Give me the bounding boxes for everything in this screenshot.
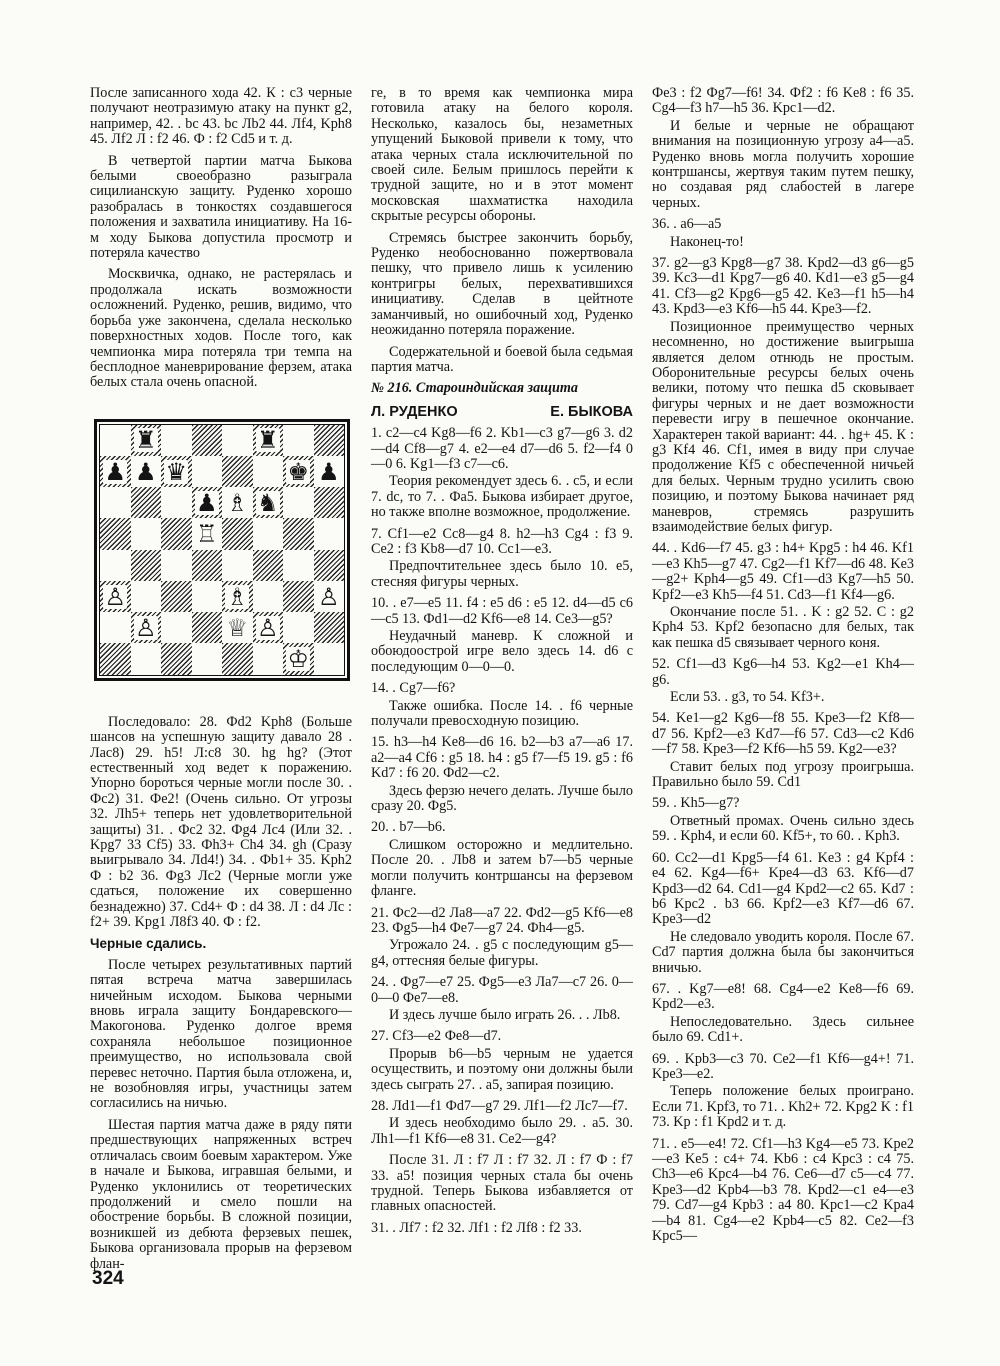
annotation: Позиционное преимущество черных несомненно, но достижение выигрыша является делом отнюдь не простым. Оборонительные ресурсы белых очень велики, потому что пешка d5 сковывает фигуры черных и не дает возможности перевести игру в пешечное окончание. Характерен такой вариант: 44. . hg+ 45. К : g3 Kf4 46. Cf1, имея в виду при случае продолжение Kf5 с обеспеченной ничьей для белых. Черным трудно усилить свою позицию, и поэтому Быкова начинает ряд маневров, стремясь разрушить взаимодействие белых фигур. <box>652 318 914 535</box>
moves: 54. Ke1—g2 Kg6—f8 55. Kpe3—f2 Kf8—d7 56. Kpf2—e3 Kd7—f6 57. Cd3—c2 Kd6—f7 58. Kpe3—f2 Kf6—h5 59. Kg2—e3? <box>652 710 914 758</box>
chess-piece-icon: ♟ <box>104 457 126 486</box>
board-square <box>283 425 314 456</box>
board-square <box>100 643 131 674</box>
chess-diagram <box>94 419 350 681</box>
game-heading: № 216. Староиндийская защита <box>371 380 579 397</box>
moves: 21. Фc2—d2 Лa8—a7 22. Фd2—g5 Kf6—e8 23. Фg5—h4 Фe7—g7 24. Фh4—g5. <box>371 904 633 936</box>
board-square <box>131 487 162 518</box>
board-square <box>314 425 345 456</box>
paragraph: Содержательной и боевой была седьмая партия матча. <box>371 343 633 375</box>
board-square <box>100 518 131 549</box>
paragraph: После четырех результативных партий пятая встреча матча завершилась ничейным исходом. Быкова черными вновь играла защиту Бондаревского—Макогонова. Руденко долгое время сохраняла небольшое позиционное преимущество, но использовала свой перевес неточно. Партия была отложена, и, не возобновляя игры, участницы затем согласились на ничью. <box>90 956 352 1112</box>
annotation: Наконец-то! <box>670 233 744 250</box>
chess-piece-icon: ♟ <box>195 488 218 517</box>
moves: 69. . Kpb3—c3 70. Ce2—f1 Kf6—g4+! 71. Kpe3—e2. <box>652 1050 914 1082</box>
annotation: Не следовало уводить короля. После 67. Cd7 партия должна была бы закончиться вничью. <box>652 928 914 976</box>
board-square <box>131 581 162 612</box>
board-square <box>314 487 345 518</box>
paragraph: Шестая партия матча даже в ряду пяти предшествующих напряженных встреч отличалась своим боевым характером. Уже в начале и Быкова, игравшая белыми, и Руденко уклонились от теоретических продолжений и смело пошли на обострение борьбы. В сложной позиции, возникшей из дебюта ферзевых пешек, Быкова организовала прорыв на ферзевом флан- <box>90 1116 352 1272</box>
moves: 59. . Kh5—g7? <box>652 795 740 812</box>
moves: 52. Cf1—d3 Kg6—h4 53. Kg2—e1 Kh4—g6. <box>652 656 914 688</box>
annotation: Теория рекомендует здесь 6. . c5, и если 7. dc, то 7. . Фa5. Быкова избирает другое, но также вполне возможное, продолжение. <box>371 473 633 521</box>
board-square <box>283 518 314 549</box>
annotation: И здесь необходимо было 29. . a5. 30. Лh1—f1 Kf6—e8 31. Ce2—g4? <box>371 1115 633 1147</box>
annotation: Предпочтительнее здесь было 10. e5, стесняя фигуры черных. <box>371 558 633 590</box>
moves: 36. . a6—a5 <box>652 216 722 233</box>
chess-piece-icon: ♔ <box>287 645 309 674</box>
board-square <box>222 643 253 674</box>
annotation: И белые и черные не обращают внимания на позиционную угрозу a4—a5. Руденко вновь могла получить хорошие контршансы, жертвуя таким путем пешку, но создавая ряд слабостей в лагере черных. <box>652 117 914 211</box>
players-line <box>371 405 633 420</box>
board-square <box>131 550 162 581</box>
board-square <box>100 487 131 518</box>
board-square <box>131 643 162 674</box>
page-number: 324 <box>92 1268 124 1289</box>
moves: 71. . e5—e4! 72. Cf1—h3 Kg4—e5 73. Kpe2—e3 Ke5 : c4+ 74. Kb6 : c4 Kpc3 : c4 75. Ch3—e6 Kpc4—b4 76. Ce6—d7 c5—c4 77. Kpe3—d2 Kpb4—b3 78. Kpd2—c1 e4—e3 79. Cd7—g4 Kpb3 : a4 80. Kpc1—c2 Kpa4—b4 81. Cg4—e2 Kpb4—c5 82. Ce2—f3 Kpc5— <box>652 1135 914 1245</box>
board-square <box>314 550 345 581</box>
board-square <box>161 487 192 518</box>
board-square <box>222 425 253 456</box>
white-player: Л. РУДЕНКО <box>371 403 458 420</box>
board-square <box>131 518 162 549</box>
board-square <box>161 456 192 487</box>
board-square <box>253 550 284 581</box>
board-square <box>314 643 345 674</box>
board-square <box>253 518 284 549</box>
chess-piece-icon: ♖ <box>195 520 218 549</box>
board-square <box>253 612 284 643</box>
chess-piece-icon: ♜ <box>134 426 157 455</box>
annotation: И здесь лучше было играть 26. . . Лb8. <box>389 1006 621 1023</box>
chess-piece-icon: ♚ <box>287 457 309 486</box>
annotation: Прорыв b6—b5 черным не удается осуществить, и поэтому они должны были здесь сыграть 27. . a5, запирая позицию. <box>371 1045 633 1093</box>
board-square <box>100 612 131 643</box>
chess-piece-icon: ♗ <box>226 582 248 611</box>
moves: 14. . Cg7—f6? <box>371 680 456 697</box>
moves: 28. Лd1—f1 Фd7—g7 29. Лf1—f2 Лc7—f7. <box>371 1097 628 1114</box>
board-square <box>253 425 284 456</box>
board-square <box>161 581 192 612</box>
board-square <box>192 581 223 612</box>
board-square <box>192 456 223 487</box>
board-square <box>222 550 253 581</box>
chess-piece-icon: ♟ <box>134 457 157 486</box>
moves: 37. g2—g3 Kpg8—g7 38. Kpd2—d3 g6—g5 39. Kc3—d1 Kpg7—g6 40. Kd1—e3 g5—g4 41. Cf3—g2 Kpg6—g5 42. Ke3—f1 h5—h4 43. Kpd3—e3 Kf6—h5 44. Kpe3—f2. <box>652 255 914 318</box>
board-square <box>314 581 345 612</box>
column-left <box>90 86 352 1278</box>
board-square <box>100 550 131 581</box>
moves: 44. . Kd6—f7 45. g3 : h4+ Kpg5 : h4 46. Kf1—e3 Kh5—g7 47. Cg2—f1 Kf7—d6 48. Ke3—g2+ Kph4—g5 49. Cf1—d3 Kg7—h5 50. Kpf2—e3 Kh5—f4 51. Cd3—f1 Kf4—g6. <box>652 540 914 603</box>
chess-board <box>99 424 345 676</box>
board-square <box>283 550 314 581</box>
moves: Фe3 : f2 Фg7—f6! 34. Фf2 : f6 Ke8 : f6 35. Cg4—f3 h7—h5 36. Kpc1—d2. <box>652 85 914 117</box>
board-square <box>192 425 223 456</box>
chess-piece-icon: ♙ <box>317 582 340 611</box>
annotation: Непоследовательно. Здесь сильнее было 69. Cd1+. <box>652 1013 914 1046</box>
board-square <box>283 581 314 612</box>
board-square <box>253 487 284 518</box>
board-square <box>222 518 253 549</box>
chess-piece-icon: ♙ <box>256 613 279 642</box>
board-square <box>131 456 162 487</box>
moves: 20. . b7—b6. <box>371 819 446 836</box>
annotation: Здесь ферзю нечего делать. Лучше было сразу 20. Фg5. <box>371 782 633 815</box>
board-square <box>222 487 253 518</box>
board-square <box>100 581 131 612</box>
chess-piece-icon: ♟ <box>317 457 340 486</box>
board-square <box>222 612 253 643</box>
chess-piece-icon: ♞ <box>256 488 279 517</box>
moves: 10. . e7—e5 11. f4 : e5 d6 : e5 12. d4—d5 c6—c5 13. Фd1—d2 Kf6—e8 14. Ce3—g5? <box>371 595 633 627</box>
chess-piece-icon: ♙ <box>134 613 157 642</box>
paragraph: После записанного хода 42. К : с3 черные получают неотразимую атаку на пункт g2, например, 42. . bc 43. bc Лb2 44. Лf4, Kph8 45. Лf2 Л : f2 46. Ф : f2 Cd5 и т. д. <box>90 85 352 148</box>
board-square <box>192 518 223 549</box>
paragraph: В четвертой партии матча Быкова белыми своеобразно разыграла сицилианскую защиту. Руденко хорошо разобралась в тонкостях создавшегося положения и захватила инициативу. На 16-м ходу Быкова допустила просмотр и потеряла качество <box>90 152 352 262</box>
moves: 31. . Лf7 : f2 32. Лf1 : f2 Лf8 : f2 33. <box>371 1219 582 1236</box>
annotation: Если 53. . g3, то 54. Kf3+. <box>670 689 825 706</box>
annotation: Ставит белых под угрозу проигрыша. Правильно было 59. Cd1 <box>652 758 914 791</box>
board-square <box>131 425 162 456</box>
board-square <box>314 518 345 549</box>
board-square <box>161 425 192 456</box>
paragraph: Москвичка, однако, не растерялась и продолжала искать возможности осложнений. Руденко, решив, видимо, что борьба уже закончена, сделала несколько поверхностных ходов. После того, как чемпионка мира потеряла три темпа на бесплодное маневрирование ферзем, атака белых стала очень опасной. <box>90 266 352 391</box>
board-square <box>161 550 192 581</box>
board-square <box>131 612 162 643</box>
board-square <box>253 643 284 674</box>
chess-piece-icon: ♗ <box>226 488 248 517</box>
chess-piece-icon: ♙ <box>104 582 126 611</box>
paragraph: Стремясь быстрее закончить борьбу, Руденко необоснованно пожертвовала пешку, что привело лишь к усилению контригры белых, перехватившихся инициативу. Сделав в цейтноте заманчивый, но ошибочный ход, Руденко неожиданно потеряла поражение. <box>371 229 633 339</box>
board-square <box>161 518 192 549</box>
annotation: Угрожало 24. . g5 с последующим g5—g4, оттесняя белые фигуры. <box>371 937 633 969</box>
board-square <box>222 581 253 612</box>
annotation: Неудачный маневр. К сложной и обоюдоострой игре вело здесь 14. d6 с последующим 0—0—0. <box>371 628 633 675</box>
moves: 60. Cc2—d1 Kpg5—f4 61. Ke3 : g4 Kpf4 : e4 62. Kg4—f6+ Kpe4—d3 63. Kf6—d7 Kpd3—d2 64. Cd1—g4 Kpd2—c2 65. Kd7 : b6 Kpc2 . b3 66. Kpf2—e3 Kf7—d6 67. Kpe3—d2 <box>652 849 914 928</box>
annotation: Также ошибка. После 14. . f6 черные получали превосходную позицию. <box>371 697 633 730</box>
board-square <box>253 581 284 612</box>
paragraph: Последовало: 28. Фd2 Kph8 (Больше шансов на успешную защиту давало 28 . Лас8) 29. h5! Л:с8 30. hg hg? (Этот естественный ход ведет к поражению. Упорно бороться черные могли после 30. . Фс2) 31. Фе2! (Очень сильно. От угрозы 32. Лh5+ теперь нет удовлетворительной защиты) 31. . Фс2 32. Фg4 Лс4 (Или 32. . Kpg7 33 Cf5) 33. Фh3+ Ch4 34. gh (Сразу выигрывало 34. Лd4!) 34. . Фb1+ 35. Kph2 Ф : b2 36. Фg3 Лс2 (Черные могли уже сдаться, положение их совершенно безнадежно) 37. Cd4+ Ф : d4 38. Л : d4 Лс : f2+ 39. Kpg1 Л8f3 40. Ф : f2. <box>90 713 352 930</box>
board-square <box>161 643 192 674</box>
board-square <box>192 487 223 518</box>
board-square <box>161 612 192 643</box>
annotation: После 31. Л : f7 Л : f7 32. Л : f7 Ф : f7 33. a5! позиция черных стала бы очень трудной. Теперь Быкова избавляется от главных опасностей. <box>371 1152 633 1215</box>
board-square <box>100 425 131 456</box>
moves: 27. Cf3—e2 Фe8—d7. <box>371 1028 502 1045</box>
result-line: Черные сдались. <box>90 936 207 952</box>
paragraph: ге, в то время как чемпионка мира готовила атаку на белого короля. Несколько, казалось бы, незаметных упущений Быковой привели к тому, что атака черных стала исключительной по своей силе. Белым пришлось перейти к трудной защите, но и в этот момент московская шахматистка находила скрытые ресурсы обороны. <box>371 85 633 225</box>
board-square <box>283 612 314 643</box>
black-player: Е. БЫКОВА <box>550 403 633 420</box>
board-square <box>192 550 223 581</box>
column-right <box>652 86 914 1246</box>
board-square <box>253 456 284 487</box>
moves: 67. . Kg7—e8! 68. Cg4—e2 Ke8—f6 69. Kpd2—e3. <box>652 980 914 1013</box>
column-middle <box>371 86 633 1238</box>
board-square <box>283 456 314 487</box>
annotation: Слишком осторожно и медлительно. После 20. . Лb8 и затем b7—b5 черные могли получить контршансы на ферзевом фланге. <box>371 836 633 900</box>
board-square <box>314 456 345 487</box>
chess-piece-icon: ♕ <box>226 613 248 642</box>
chess-piece-icon: ♜ <box>256 426 279 455</box>
chess-piece-icon: ♛ <box>165 457 187 486</box>
board-square <box>222 456 253 487</box>
board-square <box>100 456 131 487</box>
moves: 24. . Фg7—e7 25. Фg5—e3 Лa7—c7 26. 0—0—0 Фe7—e8. <box>371 974 633 1006</box>
board-square <box>192 612 223 643</box>
annotation: Теперь положение белых проиграно. Если 71. Kpf3, то 71. . Kh2+ 72. Kpg2 K : f1 73. Kp : f1 Kpd2 и т. д. <box>652 1083 914 1131</box>
annotation: Ответный промах. Очень сильно здесь 59. . Kph4, и если 60. Kf5+, то 60. . Kph3. <box>652 812 914 845</box>
board-square <box>283 487 314 518</box>
board-square <box>192 643 223 674</box>
board-square <box>283 643 314 674</box>
moves: 15. h3—h4 Ke8—d6 16. b2—b3 a7—a6 17. a2—a4 Cf6 : g5 18. h4 : g5 f7—f5 19. g5 : f6 Kd7 : f6 20. Фd2—c2. <box>371 734 633 782</box>
moves: 1. c2—c4 Kg8—f6 2. Kb1—c3 g7—g6 3. d2—d4 Cf8—g7 4. e2—e4 d7—d6 5. f2—f4 0—0 6. Kg1—f3 c7—c6. <box>371 425 633 472</box>
moves: 7. Cf1—e2 Cc8—g4 8. h2—h3 Cg4 : f3 9. Ce2 : f3 Kb8—d7 10. Cc1—e3. <box>371 525 633 557</box>
annotation: Окончание после 51. . K : g2 52. C : g2 Kph4 53. Kpf2 безопасно для белых, так как пешка d5 связывает черного коня. <box>652 604 914 651</box>
board-square <box>314 612 345 643</box>
